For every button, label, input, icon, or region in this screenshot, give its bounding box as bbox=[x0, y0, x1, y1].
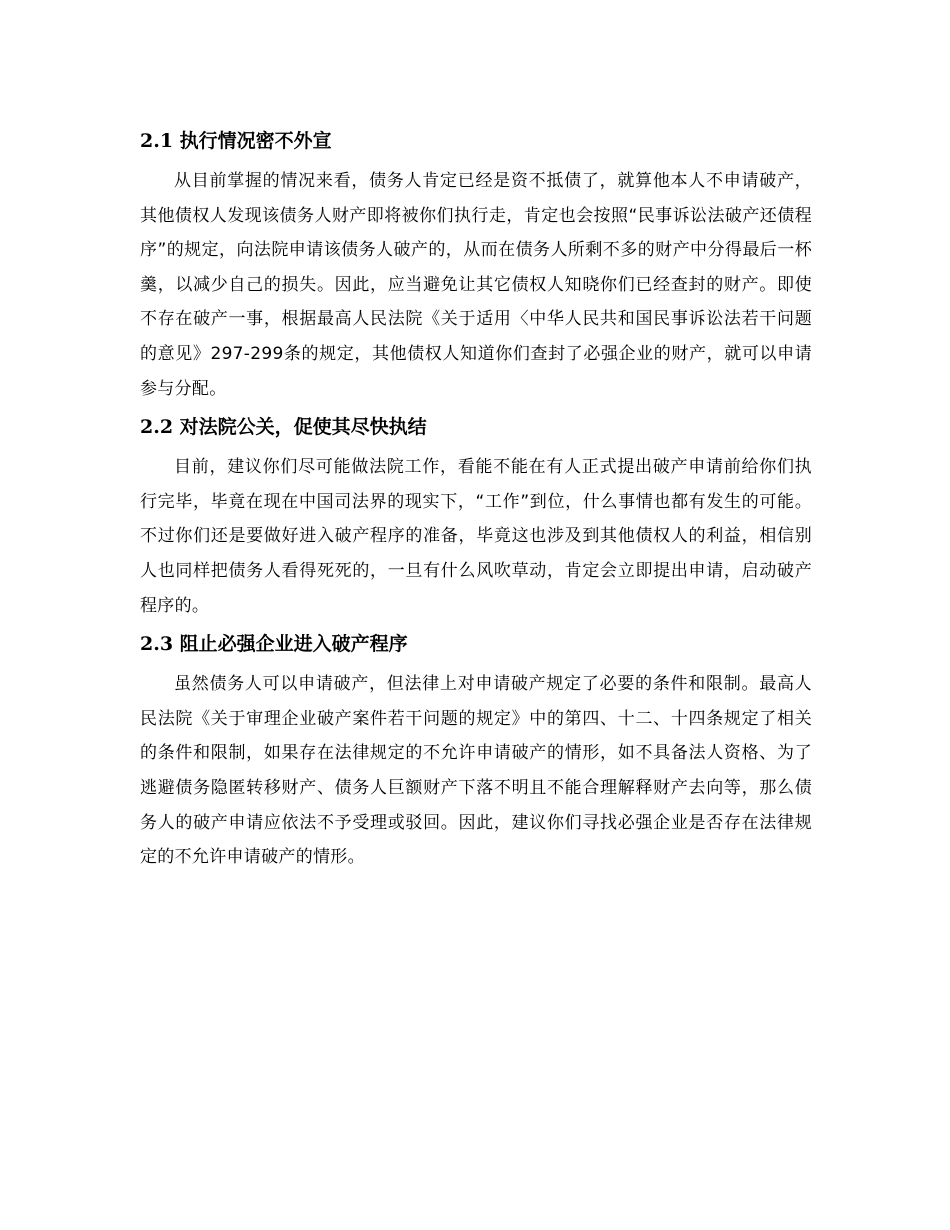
section-heading: 2.3 阻止必强企业进入破产程序 bbox=[140, 633, 408, 656]
section-heading: 2.1 执行情况密不外宣 bbox=[140, 130, 332, 152]
section-2-3 bbox=[140, 629, 812, 875]
section-2-1 bbox=[140, 126, 812, 406]
section-paragraph: 从目前掌握的情况来看，债务人肯定已经是资不抵债了，就算他本人不申请破产，其他债权人发现该债务人财产即将被你们执行走，肯定也会按照“民事诉讼法破产还债程序”的规定，向法院申请该债务人破产的，从而在债务人所剩不多的财产中分得最后一杯羹，以减少自己的损失。因此，应当避免让其它债权人知晓你们已经查封的财产。即使不存在破产一事，根据最高人民法院《关于适用〈中华人民共和国民事诉讼法若干问题的意见》297-299条的规定，其他债权人知道你们查封了必强企业的财产，就可以申请参与分配。 bbox=[140, 171, 812, 399]
document-page bbox=[140, 126, 812, 881]
section-heading: 2.2 对法院公关，促使其尽快执结 bbox=[140, 416, 427, 439]
section-2-2 bbox=[140, 412, 812, 623]
section-paragraph: 虽然债务人可以申请破产，但法律上对申请破产规定了必要的条件和限制。最高人民法院《关于审理企业破产案件若干问题的规定》中的第四、十二、十四条规定了相关的条件和限制，如果存在法律规定的不允许申请破产的情形，如不具备法人资格、为了逃避债务隐匿转移财产、债务人巨额财产下落不明且不能合理解释财产去向等，那么债务人的破产申请应依法不予受理或驳回。因此，建议你们寻找必强企业是否存在法律规定的不允许申请破产的情形。 bbox=[140, 674, 812, 868]
section-paragraph: 目前，建议你们尽可能做法院工作，看能不能在有人正式提出破产申请前给你们执行完毕，毕竟在现在中国司法界的现实下，“工作”到位，什么事情也都有发生的可能。不过你们还是要做好进入破产程序的准备，毕竟这也涉及到其他债权人的利益，相信别人也同样把债务人看得死死的，一旦有什么风吹草动，肯定会立即提出申请，启动破产程序的。 bbox=[140, 457, 812, 616]
